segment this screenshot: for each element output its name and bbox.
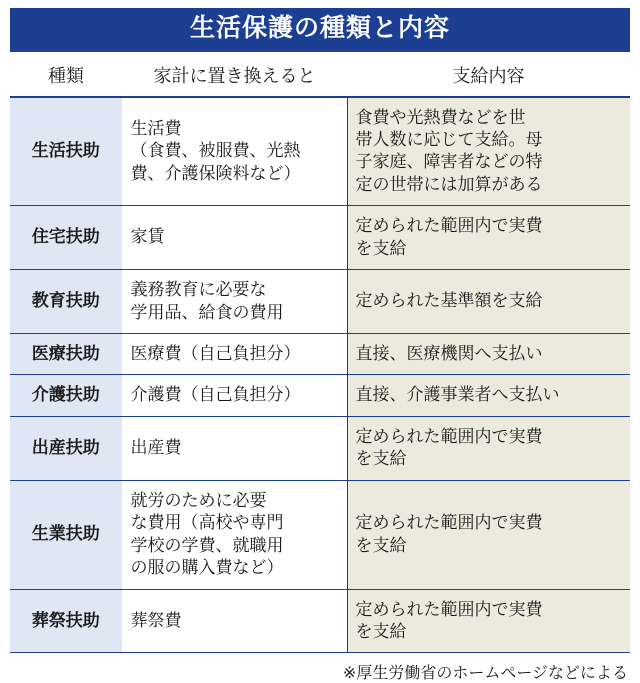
row-payment: 食費や光熱費などを世 帯人数に応じて支給。母 子家庭、障害者などの特 定の世帯には加算がある [347, 97, 630, 206]
row-kind: 出産扶助 [10, 416, 122, 480]
row-kind: 介護扶助 [10, 375, 122, 416]
row-kind: 葬祭扶助 [10, 589, 122, 653]
row-payment: 定められた範囲内で実費 を支給 [347, 589, 630, 653]
row-payment: 直接、医療機関へ支払い [347, 334, 630, 375]
table-row [10, 375, 630, 416]
row-household: 就労のために必要 な費用（高校や専門 学校の学費、就職用 の服の購入費など） [122, 480, 347, 589]
benefit-types-table [10, 56, 630, 654]
row-kind: 生活扶助 [10, 97, 122, 206]
column-header-kind: 種類 [10, 56, 122, 97]
row-kind: 教育扶助 [10, 270, 122, 334]
row-payment: 定められた範囲内で実費 を支給 [347, 206, 630, 270]
table-row [10, 97, 630, 206]
row-household: 医療費（自己負担分） [122, 334, 347, 375]
column-header-payment: 支給内容 [347, 56, 630, 97]
row-payment: 定められた範囲内で実費 を支給 [347, 480, 630, 589]
row-household: 義務教育に必要な 学用品、給食の費用 [122, 270, 347, 334]
row-payment: 直接、介護事業者へ支払い [347, 375, 630, 416]
table-row [10, 589, 630, 653]
table-row [10, 206, 630, 270]
table-header-row [10, 56, 630, 97]
row-household: 家賃 [122, 206, 347, 270]
row-household: 出産費 [122, 416, 347, 480]
table-row [10, 334, 630, 375]
row-household: 葬祭費 [122, 589, 347, 653]
column-header-household: 家計に置き換えると [122, 56, 347, 97]
source-footnote: ※厚生労働省のホームページなどによる [342, 665, 628, 683]
row-kind: 生業扶助 [10, 480, 122, 589]
row-household: 介護費（自己負担分） [122, 375, 347, 416]
table-row [10, 416, 630, 480]
row-household: 生活費 （食費、被服費、光熱 費、介護保険料など） [122, 97, 347, 206]
row-kind: 住宅扶助 [10, 206, 122, 270]
table-row [10, 480, 630, 589]
row-payment: 定められた範囲内で実費 を支給 [347, 416, 630, 480]
row-payment: 定められた基準額を支給 [347, 270, 630, 334]
page-title: 生活保護の種類と内容 [10, 8, 630, 52]
table-row [10, 270, 630, 334]
row-kind: 医療扶助 [10, 334, 122, 375]
page-root [0, 8, 640, 683]
